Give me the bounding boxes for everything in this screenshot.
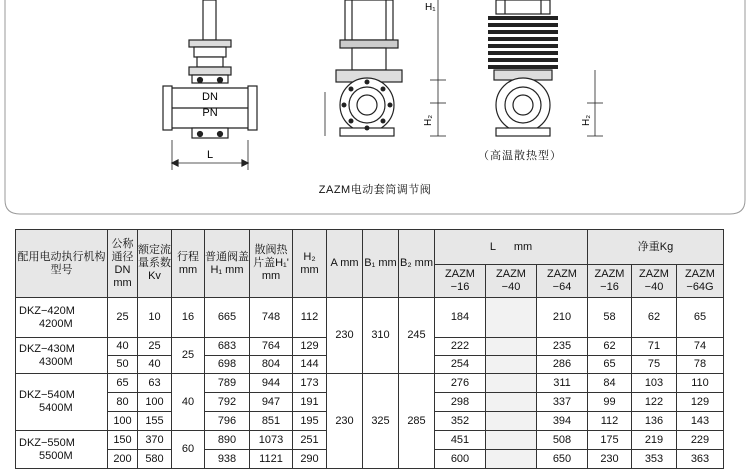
w64-cell: 229 [677,431,724,450]
model-cell: DKZ−550M 5500M [16,431,108,469]
l64-cell: 210 [537,298,588,338]
stroke-cell: 16 [172,298,205,338]
kv-cell: 370 [138,431,172,450]
w16-cell: 175 [588,431,632,450]
header-b2: B₂ mm [399,230,435,298]
model-cell: DKZ−430M 4300M [16,338,108,374]
l64-cell: 286 [537,356,588,374]
w40-cell: 219 [632,431,677,450]
l16-cell: 222 [435,338,486,356]
kv-cell: 10 [138,298,172,338]
valve-front-view [325,0,402,136]
header-model: 配用电动执行机构型号 [16,230,108,298]
stroke-cell: 40 [172,374,205,431]
l16-cell: 600 [435,450,486,469]
table-row [16,374,724,393]
w64-cell: 143 [677,412,724,431]
l16-cell: 276 [435,374,486,393]
h1p-cell: 851 [250,412,293,431]
dn-cell: 80 [108,393,138,412]
spec-table [15,229,724,469]
b2-cell: 245 [399,298,435,374]
header-b1: B₁ mm [363,230,399,298]
w40-cell: 75 [632,356,677,374]
l40-cell [486,356,537,374]
h1p-cell: 748 [250,298,293,338]
h2-cell: 144 [293,356,327,374]
w64-cell: 65 [677,298,724,338]
h1-cell: 890 [205,431,250,450]
l40-cell [486,412,537,431]
h2-cell: 173 [293,374,327,393]
w40-cell: 62 [632,298,677,338]
w40-cell: 103 [632,374,677,393]
label-dn: DN [202,91,218,103]
h2-cell: 112 [293,298,327,338]
w64-cell: 110 [677,374,724,393]
l16-cell: 254 [435,356,486,374]
stroke-cell: 25 [172,338,205,374]
header-l-40: ZAZM −40 [486,265,537,298]
l40-cell [486,374,537,393]
header-h1-prime: 散阀热片盖H₁' mm [250,230,293,298]
h1-cell: 938 [205,450,250,469]
l16-cell: 184 [435,298,486,338]
h1p-cell: 764 [250,338,293,356]
label-l: L [206,149,214,161]
figure-caption: ZAZM电动套筒调节阀 [318,184,432,196]
dn-cell: 40 [108,338,138,356]
h1p-cell: 1073 [250,431,293,450]
h2-cell: 251 [293,431,327,450]
header-a: A mm [327,230,363,298]
a-cell: 230 [327,374,363,469]
h1p-cell: 947 [250,393,293,412]
b1-cell: 325 [363,374,399,469]
w64-cell: 363 [677,450,724,469]
stroke-cell: 60 [172,431,205,469]
w16-cell: 84 [588,374,632,393]
h1p-cell: 1121 [250,450,293,469]
h1-cell: 789 [205,374,250,393]
header-stroke: 行程mm [172,230,205,298]
label-h2-right: H₂ [581,114,592,126]
h1-cell: 698 [205,356,250,374]
w16-cell: 65 [588,356,632,374]
header-l-16: ZAZM −16 [435,265,486,298]
b1-cell: 310 [363,298,399,374]
l64-cell: 650 [537,450,588,469]
header-w-64g: ZAZM −64G [677,265,724,298]
h2-cell: 191 [293,393,327,412]
h2-cell: 195 [293,412,327,431]
table-row [16,298,724,338]
header-h1: 普通阀盖H₁ mm [205,230,250,298]
l40-cell [486,298,537,338]
h1-cell: 792 [205,393,250,412]
dn-cell: 65 [108,374,138,393]
label-h2-front: H₂ [423,114,434,126]
label-pn: PN [202,107,218,119]
l40-cell [486,338,537,356]
l64-cell: 311 [537,374,588,393]
valve-high-temp-view [496,0,550,14]
l40-cell [486,450,537,469]
dn-cell: 25 [108,298,138,338]
heat-sink-fins [488,16,558,69]
kv-cell: 25 [138,338,172,356]
dn-cell: 150 [108,431,138,450]
header-kv: 额定流量系数Kv [138,230,172,298]
l64-cell: 394 [537,412,588,431]
kv-cell: 580 [138,450,172,469]
w16-cell: 230 [588,450,632,469]
h1-cell: 683 [205,338,250,356]
w16-cell: 62 [588,338,632,356]
w40-cell: 353 [632,450,677,469]
l16-cell: 451 [435,431,486,450]
kv-cell: 155 [138,412,172,431]
dn-cell: 100 [108,412,138,431]
header-dn: 公称通径DN mm [108,230,138,298]
model-cell: DKZ−540M 5400M [16,374,108,431]
label-h1: H₁ [425,2,436,13]
l64-cell: 337 [537,393,588,412]
b2-cell: 285 [399,374,435,469]
h1-cell: 665 [205,298,250,338]
l64-cell: 508 [537,431,588,450]
l40-cell [486,431,537,450]
h1p-cell: 944 [250,374,293,393]
w16-cell: 99 [588,393,632,412]
header-l: L mm [435,230,588,265]
w40-cell: 136 [632,412,677,431]
w40-cell: 122 [632,393,677,412]
model-cell: DKZ−420M 4200M [16,298,108,338]
w64-cell: 74 [677,338,724,356]
w40-cell: 71 [632,338,677,356]
w64-cell: 78 [677,356,724,374]
l64-cell: 235 [537,338,588,356]
header-h2: H₂ mm [293,230,327,298]
kv-cell: 63 [138,374,172,393]
l16-cell: 352 [435,412,486,431]
w16-cell: 112 [588,412,632,431]
header-w-40: ZAZM −40 [632,265,677,298]
h2-cell: 129 [293,338,327,356]
h2-cell: 290 [293,450,327,469]
w16-cell: 58 [588,298,632,338]
w64-cell: 129 [677,393,724,412]
a-cell: 230 [327,298,363,374]
high-temp-note: （高温散热型） [478,150,562,162]
h1p-cell: 804 [250,356,293,374]
l40-cell [486,393,537,412]
h1-cell: 796 [205,412,250,431]
kv-cell: 40 [138,356,172,374]
header-w-16: ZAZM −16 [588,265,632,298]
l16-cell: 298 [435,393,486,412]
kv-cell: 100 [138,393,172,412]
header-l-64: ZAZM −64 [537,265,588,298]
valve-side-view [163,0,257,170]
dn-cell: 200 [108,450,138,469]
header-weight: 净重Kg [588,230,724,265]
dn-cell: 50 [108,356,138,374]
